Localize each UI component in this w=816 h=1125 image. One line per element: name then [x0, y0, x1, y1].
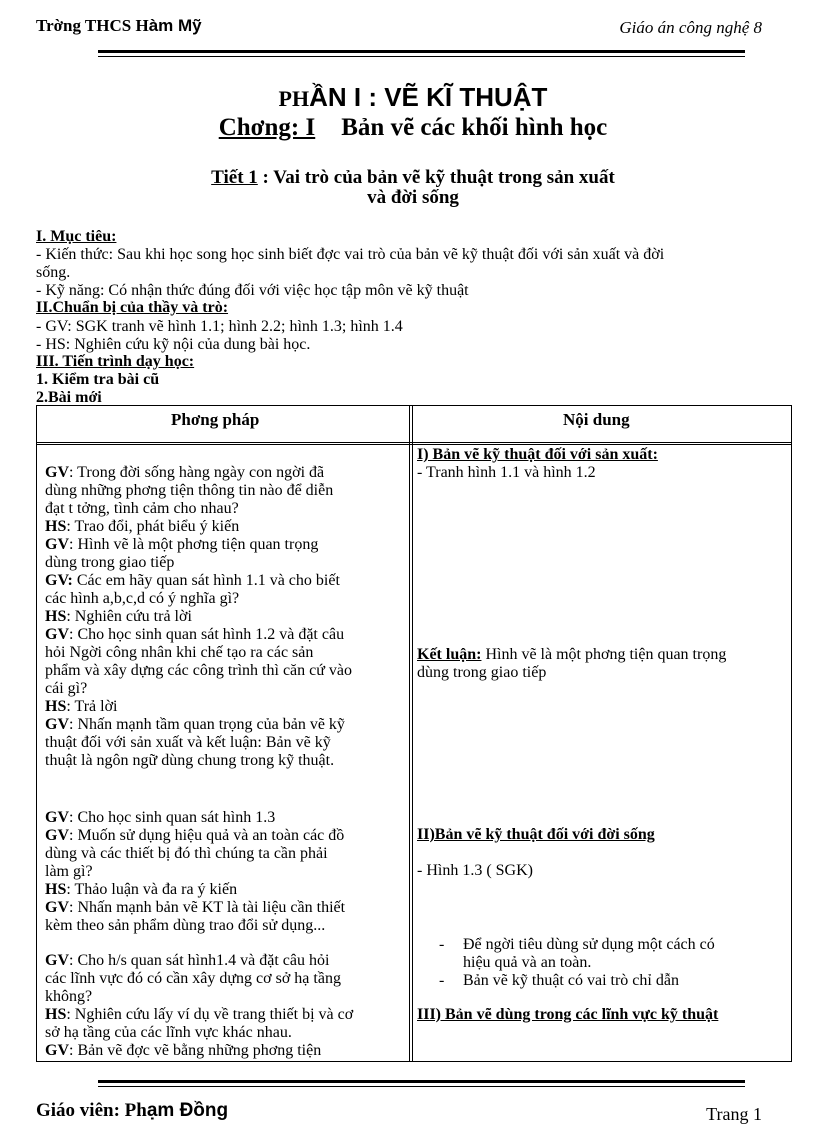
objective-skill: - Kỹ năng: Có nhận thức đúng đối với việc học tập môn vẽ kỹ thuật: [36, 282, 469, 299]
method-line: dùng trong giao tiếp: [45, 554, 175, 571]
prep-student: - HS: Nghiên cứu kỹ nội của dung bài học.: [36, 336, 311, 353]
objective-knowledge-2: sống.: [36, 264, 71, 281]
lesson-line2: và đời sống: [367, 187, 459, 208]
conclusion-line: dùng trong giao tiếp: [417, 664, 547, 681]
gv-label: GV: [45, 952, 69, 969]
objectives-heading: I. Mục tiêu:: [36, 228, 117, 245]
method-line: phẩm và xây dựng các công trình thì căn cứ vào: [45, 662, 353, 679]
page-number: Trang 1: [706, 1104, 762, 1124]
method-line: : Thảo luận và đa ra ý kiến: [66, 881, 238, 898]
hs-label: HS: [45, 1006, 67, 1023]
column-divider-inner: [412, 406, 413, 1061]
dash-line: Để ngời tiêu dùng sử dụng một cách có: [463, 936, 715, 953]
subject-label: Giáo án công nghệ 8: [619, 18, 762, 37]
method-line: : Cho học sinh quan sát hình 1.3: [69, 809, 276, 826]
part-title: [0, 82, 816, 113]
method-line: : Nghiên cứu trả lời: [66, 608, 192, 625]
part-text: ẦN I : VẼ KĨ THUẬT: [309, 82, 548, 112]
method-line: không?: [45, 988, 93, 1005]
section-1-heading: I) Bản vẽ kỹ thuật đối với sản xuất:: [417, 446, 658, 463]
method-line: sở hạ tầng của các lĩnh vực khác nhau.: [45, 1024, 292, 1041]
lesson-plan-table: [36, 405, 792, 1062]
teacher-prefix: Giáo viên: Ph: [36, 1100, 147, 1121]
conclusion-cell: [417, 646, 787, 682]
section-2-item: - Hình 1.3 ( SGK): [417, 862, 533, 879]
conclusion-line: Hình vẽ là một phơng tiện quan trọng: [481, 646, 727, 663]
header-rule: [98, 50, 745, 57]
dash-bullet: -: [439, 936, 445, 953]
school-suffix: àm Mỹ: [148, 16, 202, 35]
method-line: : Nhấn mạnh bản vẽ KT là tài liệu cần thiết: [69, 899, 346, 916]
method-line: dùng những phơng tiện thông tin nào để diễn: [45, 482, 334, 499]
footer-rule: [98, 1080, 745, 1087]
method-cell: [45, 464, 401, 770]
column-header-content: Nội dung: [563, 410, 630, 429]
method-line: làm gì?: [45, 863, 93, 880]
lesson-label: Tiết 1: [211, 167, 258, 188]
method-line: : Nhấn mạnh tầm quan trọng của bản vẽ kỹ: [69, 716, 345, 733]
lesson-line1: : Vai trò của bản vẽ kỹ thuật trong sản xuất: [257, 167, 615, 188]
dash-item-1: [463, 936, 787, 972]
conclusion-label: Kết luận:: [417, 646, 482, 663]
method-line: hỏi Ngời công nhân khi chế tạo ra các sản: [45, 644, 314, 661]
method-line: : Cho học sinh quan sát hình 1.2 và đặt câu: [69, 626, 345, 643]
header-divider: [37, 442, 791, 443]
method-line: kèm theo sản phẩm dùng trao đổi sử dụng...: [45, 917, 326, 934]
method-line: các lĩnh vực đó có cần xây dựng cơ sở hạ tầng: [45, 970, 341, 987]
process-step2: 2.Bài mới: [36, 389, 102, 406]
gv-label: GV: [45, 626, 69, 643]
method-line: cái gì?: [45, 680, 88, 697]
method-line: : Trao đổi, phát biểu ý kiến: [66, 518, 240, 535]
method-line: Các em hãy quan sát hình 1.1 và cho biết: [72, 572, 340, 589]
hs-label: HS: [45, 881, 67, 898]
method-line: : Trả lời: [66, 698, 118, 715]
school-name: [36, 16, 202, 36]
method-line: các hình a,b,c,d có ý nghĩa gì?: [45, 590, 240, 607]
header-divider-inner: [37, 444, 791, 445]
dash-item-2: Bản vẽ kỹ thuật có vai trò chỉ dẫn: [463, 972, 679, 989]
gv-label: GV: [45, 899, 69, 916]
gv-label: GV:: [45, 572, 73, 589]
gv-label: GV: [45, 1042, 69, 1059]
method-line: : Trong đời sống hàng ngày con ngời đã: [69, 464, 325, 481]
column-header-method: Phơng pháp: [171, 410, 260, 429]
lesson-title: [0, 168, 816, 208]
column-divider: [409, 406, 410, 1061]
method-cell: [45, 809, 401, 935]
gv-label: GV: [45, 536, 69, 553]
gv-label: GV: [45, 464, 69, 481]
hs-label: HS: [45, 698, 67, 715]
method-line: : Cho h/s quan sát hình1.4 và đặt câu hỏi: [69, 952, 330, 969]
method-line: : Nghiên cứu lấy ví dụ về trang thiết bị và cơ: [66, 1006, 354, 1023]
method-line: : Muốn sử dụng hiệu quả và an toàn các đồ: [69, 827, 345, 844]
part-prefix: PH: [278, 86, 310, 111]
dash-line: hiệu quả và an toàn.: [463, 954, 592, 971]
dash-bullet: -: [439, 972, 445, 989]
method-line: : Hình vẽ là một phơng tiện quan trọng: [69, 536, 319, 553]
gv-label: GV: [45, 716, 69, 733]
process-heading: III. Tiến trình dạy học:: [36, 353, 195, 370]
gv-label: GV: [45, 827, 69, 844]
chapter-title: [0, 114, 816, 142]
content-cell: [417, 446, 787, 482]
objective-knowledge-1: - Kiến thức: Sau khi học song học sinh biết đợc vai trò của bản vẽ kỹ thuật đối với sản xuất và đời: [36, 246, 665, 263]
method-line: thuật là ngôn ngữ dùng chung trong kỹ thuật.: [45, 752, 335, 769]
method-line: : Bản vẽ đợc vẽ bằng những phơng tiện: [69, 1042, 322, 1059]
section-2-heading-text: II)Bản vẽ kỹ thuật đối với đời sống: [417, 826, 655, 843]
chapter-name: Bản vẽ các khối hình học: [341, 114, 608, 141]
hs-label: HS: [45, 518, 67, 535]
method-cell: [45, 952, 401, 1060]
section-3-heading: III) Bản vẽ dùng trong các lĩnh vực kỹ thuật: [417, 1006, 719, 1023]
method-line: dùng và các thiết bị đó thì chúng ta cần phải: [45, 845, 328, 862]
prep-teacher: - GV: SGK tranh vẽ hình 1.1; hình 2.2; hình 1.3; hình 1.4: [36, 318, 403, 335]
method-line: thuật đối với sản xuất và kết luận: Bản vẽ kỹ: [45, 734, 331, 751]
teacher-suffix: ạm Đồng: [146, 1100, 229, 1121]
chapter-label: Chơng: I: [218, 114, 316, 141]
section-1-item: - Tranh hình 1.1 và hình 1.2: [417, 464, 596, 481]
teacher-name: [36, 1100, 228, 1122]
school-prefix: Trờng THCS H: [36, 16, 149, 35]
method-line: đạt t tởng, tình cảm cho nhau?: [45, 500, 239, 517]
gv-label: GV: [45, 809, 69, 826]
section-2-heading: [417, 826, 787, 844]
hs-label: HS: [45, 608, 67, 625]
prep-heading: II.Chuẩn bị của thầy và trò:: [36, 299, 229, 316]
process-step1: 1. Kiểm tra bài cũ: [36, 371, 160, 388]
